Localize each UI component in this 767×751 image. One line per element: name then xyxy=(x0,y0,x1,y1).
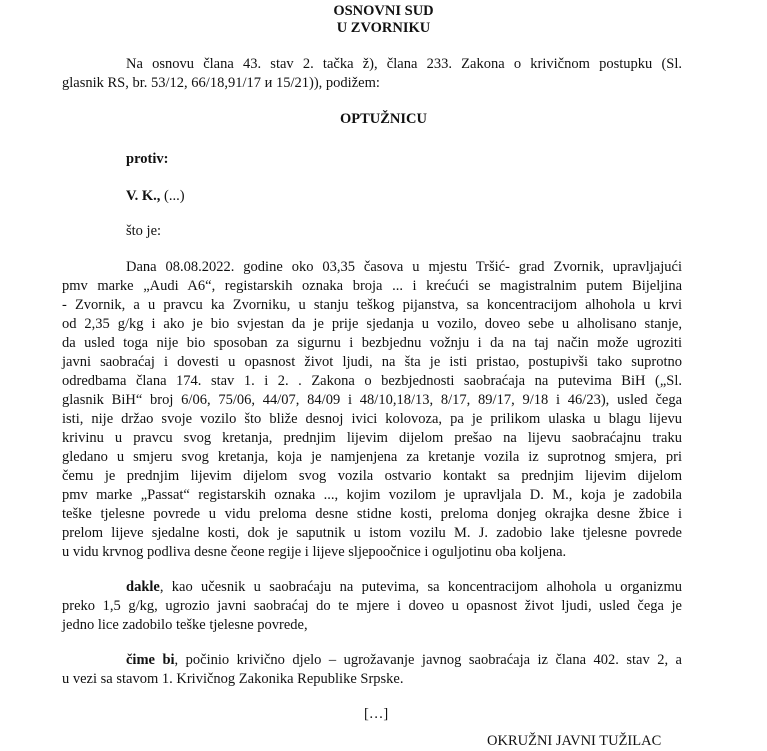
facts-line-2: pmv marke „Audi A6“, registarskih oznaka broja ... i krećući se magistralnim putem Bijeljina xyxy=(62,278,682,294)
cime-bi-line-1-text: , počinio krivično djelo – ugrožavanje javnog saobraćaja iz člana 402. stav 2, a xyxy=(174,652,682,668)
cime-bi-keyword: čime bi xyxy=(126,652,175,668)
facts-line-11: gledano u smjeru svog kretanja, koja je namjenjena za kretanje vozila iz suprotnog smjera, pri xyxy=(62,449,682,465)
facts-line-1: Dana 08.08.2022. godine oko 03,35 časova u mjestu Tršić- grad Zvornik, upravljajući xyxy=(126,259,682,275)
facts-line-15: prelom lijeve sjedalne kosti, dok je saputnik u istom vozilu M. J. zadobio lake tjelesne povrede xyxy=(62,525,682,541)
protiv-label: protiv: xyxy=(126,151,169,167)
facts-line-13: pmv marke „Passat“ registarskih oznaka ..., kojim vozilom je upravljala D. M., koja je zadobila xyxy=(62,487,682,503)
cime-bi-line-1 xyxy=(126,651,682,670)
dakle-line-2: preko 1,5 g/kg, ugrozio javni saobraćaj do te mjere i doveo u opasnost život ljudi, usled čega je xyxy=(62,598,682,614)
facts-line-5: da usled toga nije bio sposoban za sigurnu i bezbjednu vožnju i da na taj način može ugroziti xyxy=(62,335,682,351)
prosecutor-signature-title: OKRUŽNI JAVNI TUŽILAC xyxy=(487,733,662,749)
accused-rest: (...) xyxy=(160,188,185,204)
facts-line-8: glasnik BiH“ broj 6/06, 75/06, 44/07, 84/09 i 48/10,18/13, 8/17, 89/17, 9/18 i 46/23), usled čega xyxy=(62,392,682,408)
dakle-line-3: jedno lice zadobilo teške tjelesne povrede, xyxy=(62,617,308,633)
cime-bi-line-2: u vezi sa stavom 1. Krivičnog Zakonika Republike Srpske. xyxy=(62,671,404,687)
facts-line-12: čemu je prednjim lijevim dijelom svog vozila ostvario kontakt sa prednjim lijevim dijelom xyxy=(62,468,682,484)
accused-line xyxy=(126,187,185,206)
facts-line-3: - Zvornik, a u pravcu ka Zvorniku, u stanju teškog pijanstva, sa koncentracijom alhohola u krvi xyxy=(62,297,682,313)
facts-line-4: od 2,35 g/kg i ako je bio svjestan da je prije sjedanja u vozilo, doveo sebe u alholisano stanje, xyxy=(62,316,682,332)
intro-line-1: Na osnovu člana 43. stav 2. tačka ž), člana 233. Zakona o krivičnom postupku (Sl. xyxy=(126,56,682,72)
dakle-line-1-text: , kao učesnik u saobraćaju na putevima, sa koncentracijom alhohola u organizmu xyxy=(159,579,682,595)
sto-je-label: što je: xyxy=(126,223,162,239)
intro-line-2: glasnik RS, br. 53/12, 66/18,91/17 и 15/21)), podižem: xyxy=(62,75,380,91)
dakle-keyword: dakle xyxy=(126,579,160,595)
accused-name: V. K., xyxy=(126,188,161,204)
court-name-line2: U ZVORNIKU xyxy=(336,20,431,36)
facts-line-16: u vidu krvnog podliva desne čeone regije i lijeve sljepoočnice i oguljotinu oba koljena. xyxy=(62,544,567,560)
court-name-line1: OSNOVNI SUD xyxy=(333,3,434,19)
document-title: OPTUŽNICU xyxy=(339,111,427,127)
omission-mark: […] xyxy=(364,706,389,722)
facts-line-10: krivinu u pravcu svog kretanja, prednjim lijevim dijelom prešao na lijevu saobraćajnu traku xyxy=(62,430,682,446)
facts-line-14: teške tjelesne povrede u vidu preloma desne stidne kosti, preloma donjeg okrajka desne žbice i xyxy=(62,506,682,522)
facts-line-9: isti, nije držao svoje vozilo što bliže desnoj ivici kolovoza, pa je prilikom ulaska u blagu lijevu xyxy=(62,411,682,427)
facts-line-7: odredbama člana 174. stav 1. i 2. . Zakona o bezbjednosti saobraćaja na putevima BiH („Sl. xyxy=(62,373,682,389)
dakle-line-1 xyxy=(126,578,682,597)
facts-line-6: javni saobraćaj i dovesti u opasnost život ljudi, na šta je isti pristao, postupivši tako suprotno xyxy=(62,354,682,370)
